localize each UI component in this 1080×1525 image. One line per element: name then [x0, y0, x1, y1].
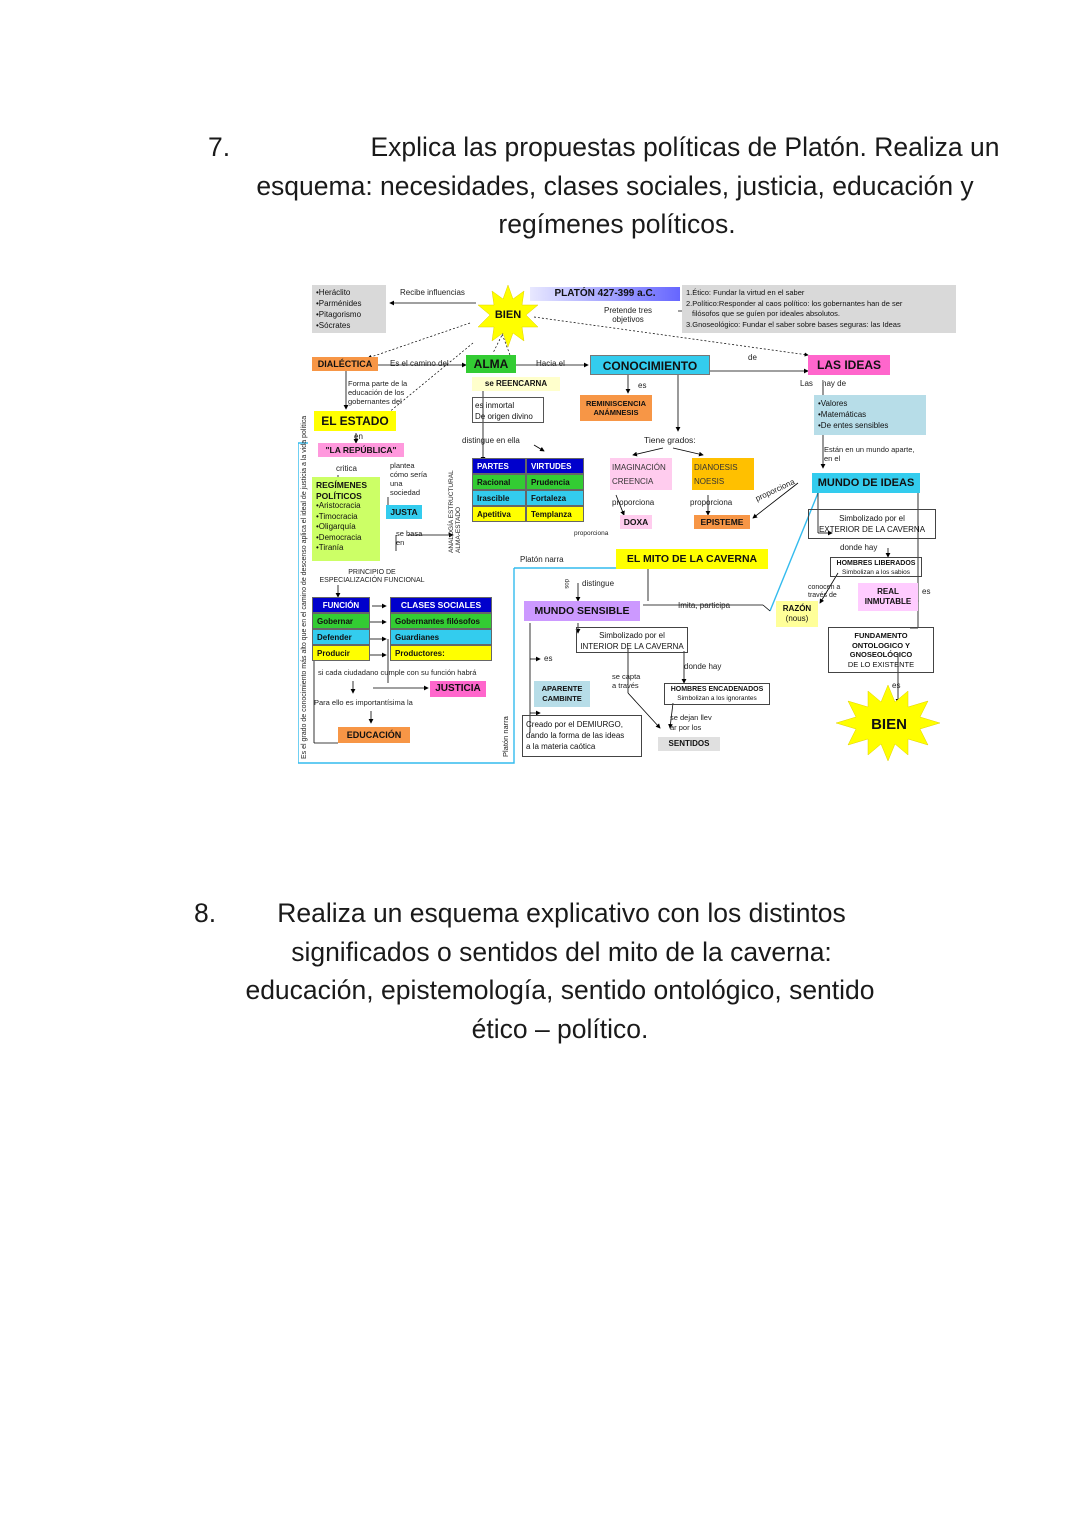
camino-label: Es el camino del	[390, 359, 449, 368]
reencarna-box: se REENCARNA	[472, 377, 560, 391]
episteme-box: EPISTEME	[694, 515, 750, 529]
inmortal-box	[472, 397, 544, 423]
inmortal-line: es inmortal	[475, 401, 515, 410]
influences-box	[312, 285, 386, 333]
imaginacion-box	[610, 458, 672, 490]
se-capta-line: a través	[612, 681, 639, 690]
regimenes-title: REGÍMENES	[316, 480, 368, 490]
virtud-cell: Prudencia	[526, 474, 584, 490]
educacion-box: EDUCACIÓN	[338, 727, 410, 743]
influence-item: •Sócrates	[316, 321, 351, 330]
regimenes-title: POLÍTICOS	[316, 490, 362, 501]
parte-cell: Irascible	[472, 490, 526, 506]
funcion-header: FUNCIÓN	[312, 597, 370, 613]
hombres-encadenados-line: Simbolizan a los ignorantes	[677, 695, 757, 702]
real-line: REAL	[877, 587, 899, 596]
real-line: INMUTABLE	[864, 597, 912, 606]
de-label: de	[748, 353, 757, 362]
conocimiento-box: CONOCIMIENTO	[590, 355, 710, 375]
se-basa-label	[396, 529, 422, 547]
regimen-item: •Aristocracia	[316, 501, 361, 510]
plantea-line: cómo sería	[390, 470, 428, 479]
para-ello-label: Para ello es importantísima la	[314, 698, 413, 707]
objetivo-item: filósofos que se guíen por ideales absolutos.	[692, 309, 841, 318]
imaginacion-line: IMAGINACIÓN	[612, 463, 666, 472]
plantea-line: sociedad	[390, 488, 421, 497]
inmortal-line: De origen divino	[475, 412, 533, 421]
pretende-line: Pretende tres	[603, 306, 653, 315]
valores-box	[814, 395, 926, 435]
question-line: esquema: necesidades, clases sociales, justicia, educación y	[256, 170, 974, 201]
razon-box	[776, 601, 818, 627]
mito-box: EL MITO DE LA CAVERNA	[616, 549, 768, 569]
question-line: Explica las propuestas políticas de Platón. Realiza un	[370, 132, 1000, 162]
distingue-ella-label: distingue en ella	[462, 436, 520, 445]
principio-label	[312, 569, 432, 585]
clase-cell: Guardianes	[390, 629, 492, 645]
imita-label: Imita, participa	[678, 601, 731, 610]
razon-line: RAZÓN	[782, 604, 812, 613]
simbolizado-int-box	[576, 627, 688, 653]
dianoesis-line: NOESIS	[694, 477, 725, 486]
proporciona-label-3: proporciona	[754, 477, 797, 504]
regimen-item: •Oligarquía	[316, 522, 356, 531]
objetivo-item: 3.Gnoseológico: Fundar el saber sobre bases seguras: las Ideas	[686, 319, 901, 329]
regimen-item: •Democracia	[316, 532, 362, 542]
las-label: Las	[800, 379, 813, 388]
forma-parte-line: Forma parte de la	[348, 379, 408, 388]
mundo-ideas-box: MUNDO DE IDEAS	[812, 473, 920, 493]
simbolizado-ext-box	[808, 509, 936, 539]
regimen-item: •Tiranía	[316, 543, 344, 552]
vertical-left-label: Es el grado de conocimiento más alto que en el camino de descenso aplica el ideal de justicia a la vida política	[301, 415, 308, 759]
clase-cell: Gobernantes filósofos	[390, 613, 492, 629]
influence-item: •Pitagorismo	[316, 310, 362, 319]
dialectica-box: DIALÉCTICA	[312, 357, 378, 371]
fundamento-line: DE LO EXISTENTE	[847, 659, 915, 669]
hombres-liberados-box	[830, 557, 922, 577]
plantea-line: una	[390, 479, 403, 488]
plato-concept-map	[298, 283, 958, 767]
principio-line: PRINCIPIO DE	[348, 569, 396, 576]
hacia-label: Hacia el	[536, 359, 565, 368]
es-label-4: es	[892, 681, 901, 690]
parte-cell: Apetitiva	[472, 506, 526, 522]
vertical-narra-label: Platón narra	[501, 716, 510, 757]
creado-line: dando la forma de las ideas	[526, 731, 625, 740]
real-box	[858, 583, 918, 611]
creado-line: a la materia caótica	[526, 742, 596, 751]
partes-header: PARTES	[472, 458, 526, 474]
fundamento-line: FUNDAMENTO	[854, 631, 908, 640]
question-line: regímenes políticos.	[498, 209, 736, 239]
analogia-label: ANALOGÍA ESTRUCTURAL ALMA-ESTADO	[448, 470, 462, 553]
distingue-label: distingue	[582, 579, 615, 588]
donde-hay-label-2: donde hay	[684, 662, 722, 671]
aparente-line: CAMBINTE	[542, 694, 582, 703]
hay-de-label: hay de	[822, 379, 847, 388]
ideas-box: LAS IDEAS	[808, 355, 890, 375]
conocen-line: conocen a	[808, 584, 841, 591]
es-label: es	[638, 381, 647, 390]
se-dejan-line: se dejan llev	[670, 713, 712, 722]
forma-parte-label	[348, 379, 407, 406]
objetivos-box	[682, 285, 956, 333]
en-label: en	[354, 432, 363, 441]
influence-item: •Parménides	[316, 299, 362, 308]
objetivo-item: 1.Ético: Fundar la virtud en el saber	[686, 288, 805, 297]
question-line: significados o sentidos del mito de la caverna:	[291, 936, 832, 967]
mundo-sensible-box: MUNDO SENSIBLE	[524, 601, 640, 621]
conocen-line: través de	[808, 592, 837, 599]
justa-box: JUSTA	[386, 505, 422, 519]
reminiscencia-line: ANÁMNESIS	[593, 408, 639, 417]
forma-parte-line: educación de los	[348, 388, 405, 397]
estan-line: en el	[824, 454, 841, 463]
simbolizado-int-line: INTERIOR DE LA CAVERNA	[580, 642, 684, 651]
doxa-box: DOXA	[620, 515, 652, 529]
conocen-label	[808, 584, 840, 600]
creado-box	[522, 715, 642, 757]
bien-label-bottom: BIEN	[871, 717, 907, 733]
virtudes-header: VIRTUDES	[526, 458, 584, 474]
virtud-cell: Templanza	[526, 506, 584, 522]
alma-box: ALMA	[466, 355, 516, 373]
plantea-label	[390, 461, 427, 497]
valores-item: •De entes sensibles	[818, 421, 889, 430]
dianoesis-box	[692, 458, 754, 490]
se-basa-line: se basa	[396, 529, 423, 538]
estan-line: Están en un mundo aparte,	[824, 445, 915, 454]
fundamento-line: ONTOLOGICO Y	[851, 640, 911, 650]
es-label-2: es	[922, 587, 931, 596]
justicia-box: JUSTICIA	[430, 681, 486, 697]
hombres-liberados-line: HOMBRES LIBERADOS	[836, 560, 916, 567]
creado-line: Creado por el DEMIURGO,	[526, 720, 623, 729]
valores-item: •Valores	[818, 399, 848, 408]
simbolizado-ext-line: EXTERIOR DE LA CAVERNA	[818, 525, 926, 534]
question-line: Realiza un esquema explicativo con los distintos	[277, 898, 846, 928]
question-8	[180, 894, 940, 1048]
hombres-encadenados-box	[664, 683, 770, 705]
reminiscencia-box	[580, 395, 652, 421]
donde-hay-label: donde hay	[840, 543, 878, 552]
question-7	[190, 128, 1030, 244]
regimenes-box	[312, 477, 380, 561]
critica-label: critica	[336, 464, 357, 473]
platon-title: PLATÓN 427-399 a.C.	[530, 287, 680, 301]
se-dejan-label	[670, 713, 712, 733]
recibe-label: Recibe influencias	[400, 288, 465, 297]
dos-label: dos	[563, 579, 569, 589]
tiene-grados-label: Tiene grados:	[644, 435, 696, 445]
fundamento-box	[828, 627, 934, 673]
aparente-box	[534, 681, 590, 707]
plantea-line: plantea	[390, 461, 415, 470]
forma-parte-line: gobernantes del	[348, 397, 402, 406]
question-number: 7.	[208, 132, 231, 162]
fundamento-line: GNOSEOLÓGICO	[849, 650, 913, 659]
es-label-3: es	[544, 654, 553, 663]
sentidos-box: SENTIDOS	[658, 737, 720, 751]
bien-label-top: BIEN	[494, 309, 522, 321]
question-number: 8.	[194, 898, 217, 928]
si-cada-label: si cada ciudadano cumple con su función habrá	[318, 668, 477, 677]
aparente-line: APARENTE	[541, 684, 583, 693]
hombres-liberados-line: Simbolizan a los sabios	[842, 569, 910, 576]
principio-line: ESPECIALIZACIÓN FUNCIONAL	[319, 577, 425, 584]
hombres-encadenados-line: HOMBRES ENCADENADOS	[670, 686, 764, 693]
question-line: ético – político.	[471, 1013, 649, 1044]
funcion-cell: Defender	[312, 629, 370, 645]
funcion-cell: Gobernar	[312, 613, 370, 629]
estado-box: EL ESTADO	[314, 411, 396, 431]
parte-cell: Racional	[472, 474, 526, 490]
se-capta-line: se capta	[612, 672, 641, 681]
simbolizado-int-line: Simbolizado por el	[599, 631, 665, 640]
reminiscencia-line: REMINISCENCIA	[585, 399, 646, 408]
imaginacion-line: CREENCIA	[612, 477, 654, 486]
dianoesis-line: DIANOESIS	[694, 463, 738, 472]
influence-item: •Heráclito	[316, 288, 351, 297]
se-dejan-line: ar por los	[670, 723, 702, 732]
clases-header: CLASES SOCIALES	[390, 597, 492, 613]
se-basa-line: en	[396, 538, 405, 547]
question-line: educación, epistemología, sentido ontológico, sentido	[245, 975, 875, 1005]
estan-label	[824, 445, 914, 463]
pretende-line: objetivos	[612, 315, 644, 324]
pretende-label	[598, 306, 658, 324]
republica-box: "LA REPÚBLICA"	[318, 443, 404, 457]
objetivo-item: 2.Político:Responder al caos político: los gobernantes han de ser	[686, 298, 903, 308]
simbolizado-ext-line: Simbolizado por el	[839, 514, 905, 523]
platon-narra-label: Platón narra	[520, 555, 564, 564]
virtud-cell: Fortaleza	[526, 490, 584, 506]
valores-item: •Matemáticas	[818, 410, 867, 419]
razon-line: (nous)	[785, 614, 809, 623]
proporciona-label-2: proporciona	[690, 498, 733, 507]
proporciona-label: proporciona	[612, 498, 655, 507]
clase-cell: Productores:	[390, 645, 492, 661]
proporciona-label-4: proporciona	[574, 530, 609, 537]
funcion-cell: Producir	[312, 645, 370, 661]
se-capta-label	[612, 672, 640, 690]
regimen-item: •Timocracia	[316, 511, 358, 521]
